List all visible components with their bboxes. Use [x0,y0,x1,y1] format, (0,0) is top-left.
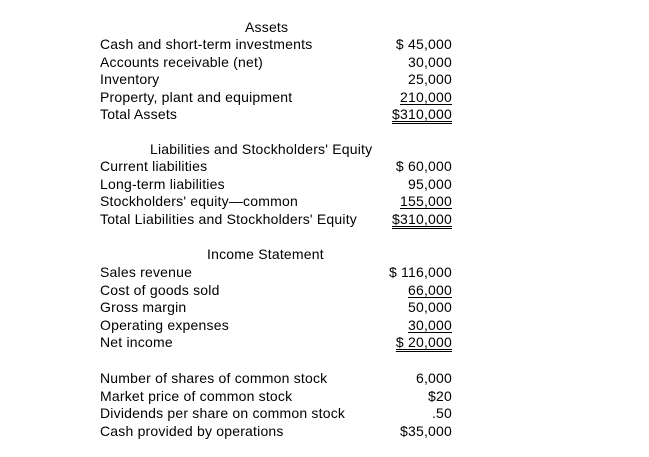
income-total-row [100,334,452,351]
income-heading: Income Statement [207,246,324,262]
row-label: Total Assets [100,106,178,122]
income-row [100,282,452,299]
row-label: Inventory [100,71,160,87]
row-value: 210,000 [399,89,452,105]
row-label: Sales revenue [100,264,193,280]
row-label: Dividends per share on common stock [100,405,346,421]
income-row [100,317,452,334]
row-label: Accounts receivable (net) [100,54,263,70]
row-value: 50,000 [407,299,452,315]
assets-row [100,71,452,88]
liabilities-row [100,158,452,175]
info-row [100,370,452,387]
info-row [100,423,452,440]
row-label: Market price of common stock [100,388,293,404]
row-value: $ 60,000 [395,158,452,174]
row-value: 30,000 [407,54,452,70]
assets-row [100,89,452,106]
row-value: 30,000 [407,317,452,333]
liabilities-row [100,176,452,193]
row-value: 155,000 [399,193,452,209]
row-label: Stockholders' equity—common [100,193,298,209]
row-label: Total Liabilities and Stockholders' Equity [100,211,357,227]
row-value: $310,000 [392,106,452,122]
row-value: 66,000 [407,282,452,298]
row-value: $ 20,000 [395,334,452,350]
assets-heading: Assets [245,19,289,35]
assets-row [100,54,452,71]
row-label: Cash provided by operations [100,423,284,439]
row-value: $310,000 [392,211,452,227]
assets-row [100,36,452,53]
liabilities-heading: Liabilities and Stockholders' Equity [150,141,373,157]
row-label: Gross margin [100,299,187,315]
row-value: $ 45,000 [395,36,452,52]
info-row [100,405,452,422]
row-value: .50 [431,405,452,421]
income-row [100,299,452,316]
liabilities-row [100,193,452,210]
row-label: Net income [100,334,173,350]
row-value: 95,000 [407,176,452,192]
row-value: $ 116,000 [388,264,452,280]
income-row [100,264,452,281]
row-label: Cash and short-term investments [100,36,313,52]
row-value: 25,000 [407,71,452,87]
assets-total-row [100,106,452,123]
row-label: Operating expenses [100,317,229,333]
row-label: Current liabilities [100,158,208,174]
row-value: 6,000 [415,370,452,386]
info-row [100,388,452,405]
liabilities-total-row [100,211,452,228]
row-label: Cost of goods sold [100,282,220,298]
row-label: Long-term liabilities [100,176,225,192]
row-value: $35,000 [399,423,452,439]
row-label: Property, plant and equipment [100,89,293,105]
row-label: Number of shares of common stock [100,370,328,386]
row-value: $20 [428,388,452,404]
